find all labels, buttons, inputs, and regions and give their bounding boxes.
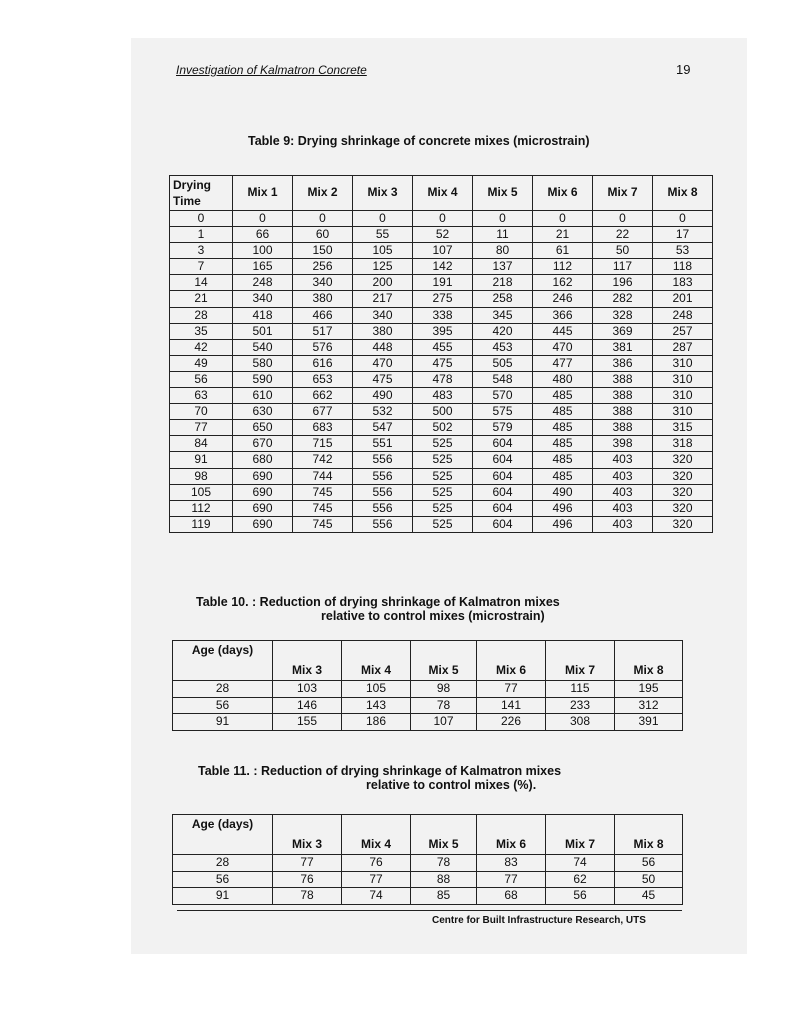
table9-row	[170, 371, 713, 387]
table9-cell: 388	[593, 404, 653, 420]
table9-cell: 248	[653, 307, 713, 323]
table9-cell: 483	[413, 388, 473, 404]
table9-column-header: Mix 1	[233, 176, 293, 211]
table9-cell: 320	[653, 484, 713, 500]
table9-cell: 604	[473, 516, 533, 532]
table9-cell: 485	[533, 420, 593, 436]
table9-cell: 548	[473, 371, 533, 387]
table9-cell: 162	[533, 275, 593, 291]
table9-cell: 395	[413, 323, 473, 339]
table9-cell: 680	[233, 452, 293, 468]
table9-cell: 475	[413, 355, 473, 371]
table10-caption-line1: Table 10. : Reduction of drying shrinkage of Kalmatron mixes	[196, 595, 560, 609]
table11	[172, 814, 683, 905]
table9-cell: 328	[593, 307, 653, 323]
table9-cell: 420	[473, 323, 533, 339]
table9-cell: 480	[533, 371, 593, 387]
table9-cell: 310	[653, 355, 713, 371]
table11-cell: 74	[546, 855, 615, 872]
table9-row	[170, 404, 713, 420]
table11-caption	[198, 764, 561, 792]
table9-row-label: 70	[170, 404, 233, 420]
table11-cell: 88	[411, 871, 477, 888]
table9-cell: 381	[593, 339, 653, 355]
table9-cell: 477	[533, 355, 593, 371]
table9-cell: 485	[533, 468, 593, 484]
table9-cell: 403	[593, 468, 653, 484]
table9-cell: 398	[593, 436, 653, 452]
table9-cell: 604	[473, 436, 533, 452]
table9-cell: 150	[293, 243, 353, 259]
table9-cell: 191	[413, 275, 473, 291]
table10-cell: 186	[342, 714, 411, 731]
table9-row	[170, 355, 713, 371]
table9-cell: 403	[593, 484, 653, 500]
footer-rule	[177, 910, 682, 911]
table10-caption	[196, 595, 560, 623]
table9-row-header	[170, 176, 233, 211]
table9-row-header-line1: Drying	[173, 178, 212, 192]
table9-cell: 496	[533, 516, 593, 532]
table9-cell: 485	[533, 436, 593, 452]
table11-column-header: Mix 5	[411, 815, 477, 855]
table9-cell: 338	[413, 307, 473, 323]
table10-cell: 98	[411, 681, 477, 698]
table9-cell: 320	[653, 452, 713, 468]
table9-cell: 165	[233, 259, 293, 275]
table9-column-header: Mix 6	[533, 176, 593, 211]
table9-cell: 403	[593, 516, 653, 532]
table9-cell: 690	[233, 500, 293, 516]
table9-cell: 320	[653, 516, 713, 532]
table11-cell: 76	[273, 871, 342, 888]
table9-cell: 653	[293, 371, 353, 387]
table10-cell: 105	[342, 681, 411, 698]
table9-cell: 369	[593, 323, 653, 339]
table9-cell: 320	[653, 500, 713, 516]
table9-cell: 112	[533, 259, 593, 275]
table9-column-header: Mix 5	[473, 176, 533, 211]
table11-cell: 76	[342, 855, 411, 872]
table9-cell: 118	[653, 259, 713, 275]
table9-cell: 715	[293, 436, 353, 452]
table9-cell: 650	[233, 420, 293, 436]
table9-cell: 683	[293, 420, 353, 436]
table9-cell: 0	[233, 211, 293, 227]
table9-cell: 745	[293, 500, 353, 516]
table9-cell: 386	[593, 355, 653, 371]
table9-cell: 50	[593, 243, 653, 259]
table9-cell: 418	[233, 307, 293, 323]
table9-row	[170, 388, 713, 404]
table10-cell: 155	[273, 714, 342, 731]
table9-cell: 604	[473, 500, 533, 516]
table10-row-label: 56	[173, 697, 273, 714]
table9-column-header: Mix 2	[293, 176, 353, 211]
table9-row	[170, 516, 713, 532]
table9-cell: 525	[413, 436, 473, 452]
table9-cell: 630	[233, 404, 293, 420]
table9-cell: 55	[353, 227, 413, 243]
table9-row	[170, 468, 713, 484]
table9-cell: 53	[653, 243, 713, 259]
table9-cell: 310	[653, 371, 713, 387]
table9-cell: 66	[233, 227, 293, 243]
table9-cell: 670	[233, 436, 293, 452]
table10-cell: 226	[477, 714, 546, 731]
table9-row-header-line2: Time	[173, 194, 201, 208]
table9-cell: 610	[233, 388, 293, 404]
table11-row-label: 56	[173, 871, 273, 888]
table10-cell: 308	[546, 714, 615, 731]
table9-cell: 52	[413, 227, 473, 243]
table9-cell: 117	[593, 259, 653, 275]
table9-cell: 0	[293, 211, 353, 227]
table11-cell: 77	[342, 871, 411, 888]
table9-cell: 380	[293, 291, 353, 307]
table9-cell: 525	[413, 484, 473, 500]
table9-cell: 403	[593, 500, 653, 516]
table10-cell: 195	[615, 681, 683, 698]
table9-row-label: 7	[170, 259, 233, 275]
table10-cell: 146	[273, 697, 342, 714]
table9-row	[170, 275, 713, 291]
table9-cell: 183	[653, 275, 713, 291]
table9-cell: 340	[293, 275, 353, 291]
table10-column-header: Mix 5	[411, 641, 477, 681]
table9-cell: 200	[353, 275, 413, 291]
table11-row-header: Age (days)	[173, 815, 273, 855]
table9-cell: 257	[653, 323, 713, 339]
table10	[172, 640, 683, 731]
table9-cell: 690	[233, 468, 293, 484]
table9-row	[170, 339, 713, 355]
table11-caption-line1: Table 11. : Reduction of drying shrinkage of Kalmatron mixes	[198, 764, 562, 778]
table9-cell: 61	[533, 243, 593, 259]
table9-row	[170, 452, 713, 468]
table9-row-label: 63	[170, 388, 233, 404]
table9-cell: 570	[473, 388, 533, 404]
table9-row-label: 42	[170, 339, 233, 355]
table9-cell: 340	[353, 307, 413, 323]
table10-cell: 233	[546, 697, 615, 714]
table9-cell: 100	[233, 243, 293, 259]
table10-column-header: Mix 3	[273, 641, 342, 681]
table10-cell: 312	[615, 697, 683, 714]
table9-cell: 310	[653, 388, 713, 404]
table9-cell: 525	[413, 468, 473, 484]
table9-cell: 470	[533, 339, 593, 355]
table9-cell: 590	[233, 371, 293, 387]
table9-cell: 496	[533, 500, 593, 516]
table9-row-label: 14	[170, 275, 233, 291]
table9-cell: 80	[473, 243, 533, 259]
table9-cell: 366	[533, 307, 593, 323]
table10-cell: 107	[411, 714, 477, 731]
table9-cell: 505	[473, 355, 533, 371]
table10-cell: 78	[411, 697, 477, 714]
table9-row-label: 119	[170, 516, 233, 532]
table9-cell: 17	[653, 227, 713, 243]
table9-row	[170, 227, 713, 243]
table9-cell: 201	[653, 291, 713, 307]
table9-cell: 556	[353, 500, 413, 516]
table9-row-label: 112	[170, 500, 233, 516]
table9-cell: 137	[473, 259, 533, 275]
table9-cell: 485	[533, 452, 593, 468]
table9-cell: 466	[293, 307, 353, 323]
table9-cell: 453	[473, 339, 533, 355]
table9-row-label: 3	[170, 243, 233, 259]
table9-cell: 690	[233, 484, 293, 500]
table9-cell: 0	[353, 211, 413, 227]
table11-cell: 77	[477, 871, 546, 888]
table10-column-header: Mix 4	[342, 641, 411, 681]
table9-column-header: Mix 3	[353, 176, 413, 211]
table10-row	[173, 697, 683, 714]
table9-cell: 616	[293, 355, 353, 371]
table9-cell: 662	[293, 388, 353, 404]
table9-cell: 576	[293, 339, 353, 355]
table9-cell: 0	[533, 211, 593, 227]
table9-cell: 556	[353, 516, 413, 532]
table9-cell: 455	[413, 339, 473, 355]
table11-row	[173, 871, 683, 888]
table9-cell: 218	[473, 275, 533, 291]
table9-cell: 125	[353, 259, 413, 275]
table11-cell: 77	[273, 855, 342, 872]
table9-cell: 490	[533, 484, 593, 500]
table9	[169, 175, 713, 533]
table11-row-label: 28	[173, 855, 273, 872]
table11-cell: 83	[477, 855, 546, 872]
table11-cell: 78	[273, 888, 342, 905]
table9-column-header: Mix 8	[653, 176, 713, 211]
table9-cell: 532	[353, 404, 413, 420]
table9-cell: 22	[593, 227, 653, 243]
table9-row-label: 77	[170, 420, 233, 436]
table9-row	[170, 291, 713, 307]
table9-cell: 517	[293, 323, 353, 339]
table9-cell: 501	[233, 323, 293, 339]
table9-cell: 320	[653, 468, 713, 484]
table11-caption-line2: relative to control mixes (%).	[366, 778, 537, 792]
table10-cell: 143	[342, 697, 411, 714]
table9-cell: 217	[353, 291, 413, 307]
table9-column-header: Mix 7	[593, 176, 653, 211]
table9-cell: 388	[593, 371, 653, 387]
table9-row	[170, 436, 713, 452]
table9-cell: 478	[413, 371, 473, 387]
table9-cell: 485	[533, 388, 593, 404]
table9-row	[170, 259, 713, 275]
table9-cell: 556	[353, 468, 413, 484]
table9-cell: 248	[233, 275, 293, 291]
table9-row-label: 21	[170, 291, 233, 307]
table9-column-header: Mix 4	[413, 176, 473, 211]
table9-cell: 575	[473, 404, 533, 420]
table10-cell: 103	[273, 681, 342, 698]
table9-cell: 540	[233, 339, 293, 355]
table9-row-label: 91	[170, 452, 233, 468]
table11-column-header: Mix 8	[615, 815, 683, 855]
table10-cell: 141	[477, 697, 546, 714]
table9-row-label: 28	[170, 307, 233, 323]
table11-cell: 85	[411, 888, 477, 905]
table11-row	[173, 888, 683, 905]
table9-cell: 0	[653, 211, 713, 227]
table9-cell: 403	[593, 452, 653, 468]
table11-cell: 78	[411, 855, 477, 872]
table11-column-header: Mix 4	[342, 815, 411, 855]
table9-cell: 556	[353, 452, 413, 468]
table9-cell: 490	[353, 388, 413, 404]
table9-row	[170, 211, 713, 227]
table11-cell: 56	[546, 888, 615, 905]
table11-cell: 50	[615, 871, 683, 888]
table9-row-label: 35	[170, 323, 233, 339]
table11-cell: 62	[546, 871, 615, 888]
table11-cell: 45	[615, 888, 683, 905]
table9-row-label: 1	[170, 227, 233, 243]
table9-cell: 60	[293, 227, 353, 243]
table9-cell: 142	[413, 259, 473, 275]
table9-cell: 388	[593, 420, 653, 436]
table9-cell: 604	[473, 452, 533, 468]
table10-row-header: Age (days)	[173, 641, 273, 681]
table10-row-label: 28	[173, 681, 273, 698]
table11-column-header: Mix 7	[546, 815, 615, 855]
table11-cell: 68	[477, 888, 546, 905]
footer-text: Centre for Built Infrastructure Research, UTS	[432, 915, 646, 926]
table10-cell: 77	[477, 681, 546, 698]
table9-cell: 21	[533, 227, 593, 243]
table9-cell: 256	[293, 259, 353, 275]
table9-cell: 315	[653, 420, 713, 436]
table9-cell: 677	[293, 404, 353, 420]
table9-row-label: 98	[170, 468, 233, 484]
table9-cell: 525	[413, 500, 473, 516]
table9-cell: 744	[293, 468, 353, 484]
table9-caption: Table 9: Drying shrinkage of concrete mixes (microstrain)	[248, 134, 590, 148]
table10-row	[173, 681, 683, 698]
table9-cell: 500	[413, 404, 473, 420]
table9-cell: 0	[413, 211, 473, 227]
table9-cell: 470	[353, 355, 413, 371]
table9-cell: 318	[653, 436, 713, 452]
table9-cell: 258	[473, 291, 533, 307]
table9-cell: 525	[413, 452, 473, 468]
table9-cell: 579	[473, 420, 533, 436]
table9-row-label: 84	[170, 436, 233, 452]
table9-row-label: 105	[170, 484, 233, 500]
table9-cell: 0	[593, 211, 653, 227]
table9-cell: 11	[473, 227, 533, 243]
table9-cell: 547	[353, 420, 413, 436]
table10-cell: 391	[615, 714, 683, 731]
table9-cell: 745	[293, 516, 353, 532]
table9-cell: 287	[653, 339, 713, 355]
table9-cell: 448	[353, 339, 413, 355]
table9-cell: 604	[473, 468, 533, 484]
table11-row	[173, 855, 683, 872]
running-header-title: Investigation of Kalmatron Concrete	[176, 63, 367, 77]
table10-row	[173, 714, 683, 731]
table9-cell: 107	[413, 243, 473, 259]
table9-row-label: 56	[170, 371, 233, 387]
table9-cell: 525	[413, 516, 473, 532]
table10-caption-line2: relative to control mixes (microstrain)	[321, 609, 545, 623]
table9-row-label: 49	[170, 355, 233, 371]
table9-cell: 551	[353, 436, 413, 452]
table9-row	[170, 500, 713, 516]
table9-cell: 445	[533, 323, 593, 339]
table9-cell: 690	[233, 516, 293, 532]
table11-cell: 56	[615, 855, 683, 872]
table10-cell: 115	[546, 681, 615, 698]
table9-cell: 502	[413, 420, 473, 436]
table11-cell: 74	[342, 888, 411, 905]
table9-cell: 742	[293, 452, 353, 468]
table9-cell: 745	[293, 484, 353, 500]
table9-cell: 388	[593, 388, 653, 404]
table9-cell: 196	[593, 275, 653, 291]
table9-cell: 310	[653, 404, 713, 420]
page-number: 19	[676, 62, 691, 77]
table9-cell: 340	[233, 291, 293, 307]
table9-cell: 105	[353, 243, 413, 259]
table9-row	[170, 420, 713, 436]
table9-cell: 275	[413, 291, 473, 307]
table9-cell: 246	[533, 291, 593, 307]
table9-row	[170, 243, 713, 259]
table10-column-header: Mix 6	[477, 641, 546, 681]
table9-row-label: 0	[170, 211, 233, 227]
table11-column-header: Mix 6	[477, 815, 546, 855]
table9-cell: 556	[353, 484, 413, 500]
table9-row	[170, 484, 713, 500]
table9-row	[170, 323, 713, 339]
table10-row-label: 91	[173, 714, 273, 731]
table9-cell: 475	[353, 371, 413, 387]
table9-cell: 0	[473, 211, 533, 227]
table9-cell: 282	[593, 291, 653, 307]
table11-row-label: 91	[173, 888, 273, 905]
table9-cell: 580	[233, 355, 293, 371]
table9-cell: 485	[533, 404, 593, 420]
table11-column-header: Mix 3	[273, 815, 342, 855]
table10-column-header: Mix 8	[615, 641, 683, 681]
table9-row	[170, 307, 713, 323]
table9-cell: 380	[353, 323, 413, 339]
table9-cell: 604	[473, 484, 533, 500]
table10-column-header: Mix 7	[546, 641, 615, 681]
table9-cell: 345	[473, 307, 533, 323]
